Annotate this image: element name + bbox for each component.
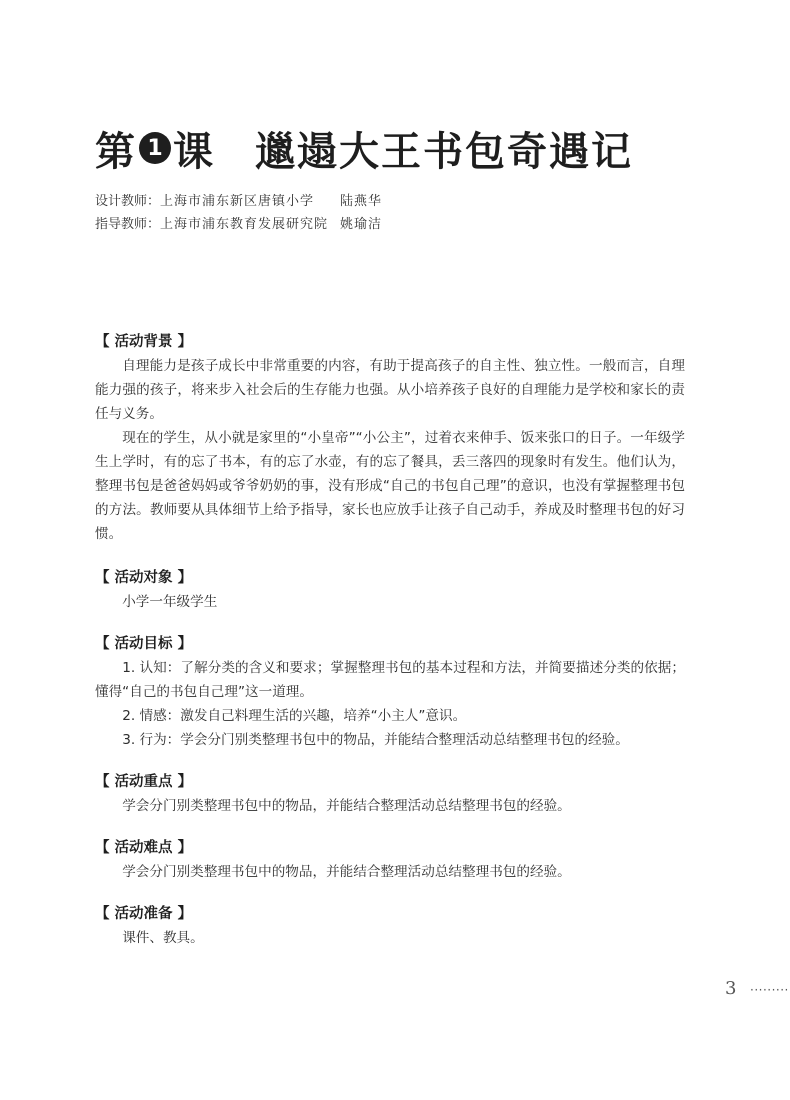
credits-block: [95, 190, 382, 236]
lesson-number-badge: 1: [139, 132, 171, 164]
paragraph: 现在的学生，从小就是家里的“小皇帝”“小公主”，过着衣来伸手、饭来张口的日子。一年级学生上学时，有的忘了书本，有的忘了水壶，有的忘了餐具，丢三落四的现象时有发生。他们认为，整理书包是爸爸妈妈或爷爷奶奶的事，没有形成“自己的书包自己理”的意识，也没有掌握整理书包的方法。教师要从具体细节上给予指导，家长也应放手让孩子自己动手，养成及时整理书包的好习惯。: [95, 430, 685, 542]
credit-name: 姚瑜洁: [340, 217, 383, 232]
section-goals: [95, 632, 685, 752]
page-number-dots: ·········: [750, 983, 789, 997]
goal-item: 2. 情感：激发自己料理生活的兴趣，培养“小主人”意识。: [122, 708, 467, 724]
section-preparation: [95, 902, 685, 950]
credit-row-advisor: [95, 213, 382, 236]
section-key-points: [95, 770, 685, 818]
lesson-title: [95, 118, 633, 178]
goal-item: 1. 认知：了解分类的含义和要求；掌握整理书包的基本过程和方法，并简要描述分类的依据；懂得“自己的书包自己理”这一道理。: [95, 660, 685, 700]
lesson-content: [95, 330, 685, 968]
lesson-title-text: 邋遢大王书包奇遇记: [255, 127, 633, 175]
credit-role: 设计教师：: [95, 194, 161, 209]
section-heading: 【 活动目标 】: [95, 636, 193, 652]
section-heading: 【 活动重点 】: [95, 774, 193, 790]
section-heading: 【 活动难点 】: [95, 840, 193, 856]
lesson-suffix: 课: [173, 127, 215, 175]
goal-item: 3. 行为：学会分门别类整理书包中的物品，并能结合整理活动总结整理书包的经验。: [122, 732, 629, 748]
section-heading: 【 活动准备 】: [95, 906, 193, 922]
paragraph: 课件、教具。: [122, 930, 204, 946]
credit-name: 陆燕华: [340, 194, 383, 209]
section-difficulties: [95, 836, 685, 884]
credit-role: 指导教师：: [95, 217, 161, 232]
credit-organization: 上海市浦东教育发展研究院: [160, 217, 329, 232]
section-heading: 【 活动对象 】: [95, 570, 193, 586]
page-number: 3: [725, 978, 737, 999]
section-background: [95, 330, 685, 546]
paragraph: 学会分门别类整理书包中的物品，并能结合整理活动总结整理书包的经验。: [122, 864, 571, 880]
lesson-prefix: 第: [95, 127, 137, 175]
section-target: [95, 566, 685, 614]
section-heading: 【 活动背景 】: [95, 334, 193, 350]
credit-row-designer: [95, 190, 382, 213]
credit-organization: 上海市浦东新区唐镇小学: [160, 194, 315, 209]
paragraph: 小学一年级学生: [122, 594, 218, 610]
paragraph: 自理能力是孩子成长中非常重要的内容，有助于提高孩子的自主性、独立性。一般而言，自理能力强的孩子，将来步入社会后的生存能力也强。从小培养孩子良好的自理能力是学校和家长的责任与义务。: [95, 358, 685, 422]
paragraph: 学会分门别类整理书包中的物品，并能结合整理活动总结整理书包的经验。: [122, 798, 571, 814]
